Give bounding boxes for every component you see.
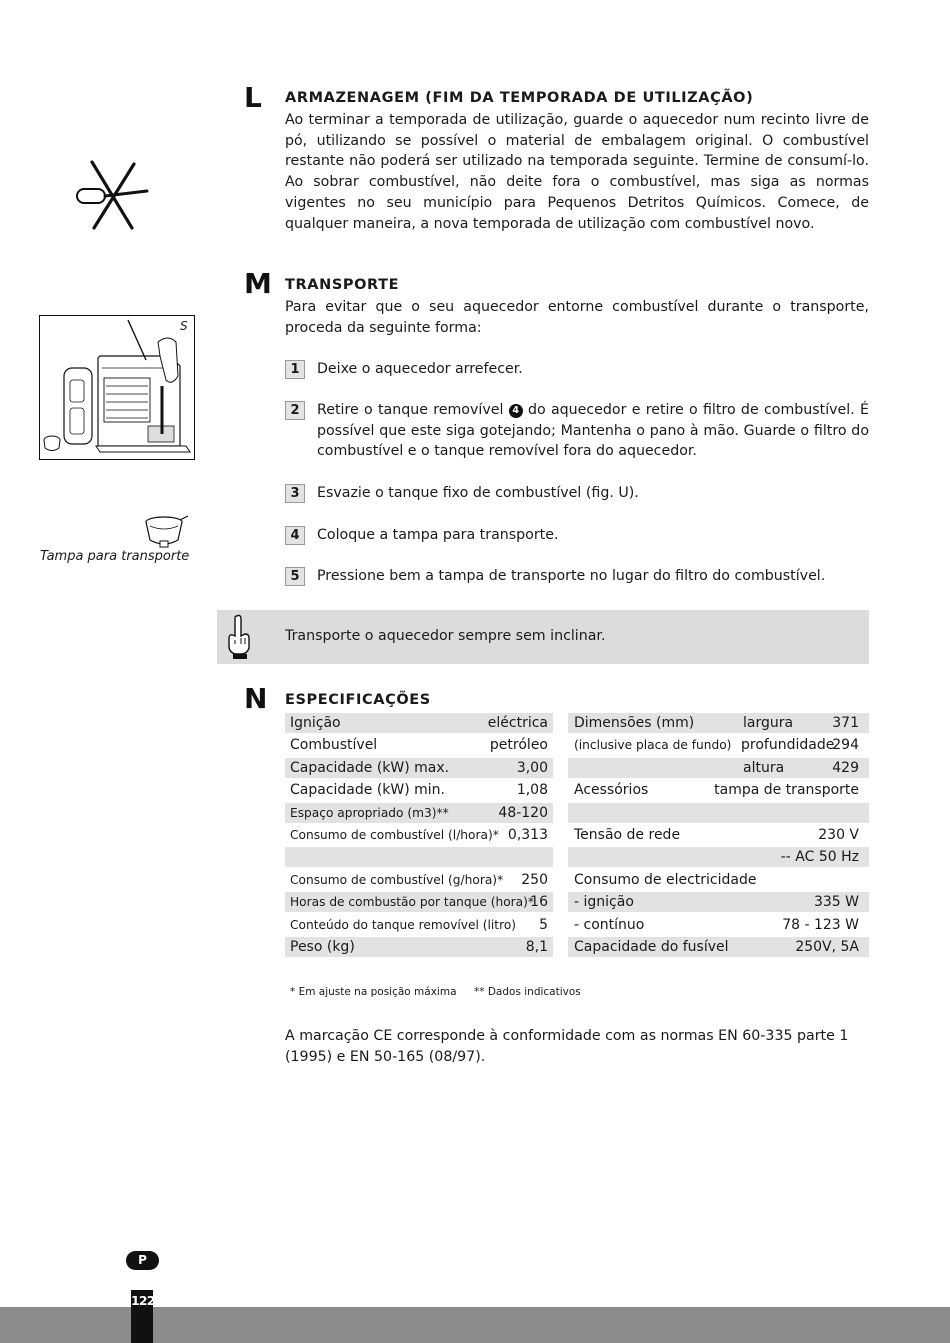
spec-value: 16 — [530, 894, 548, 911]
spec-value: 294 — [832, 737, 859, 754]
spec-value: tampa de transporte — [714, 782, 859, 799]
spec-row — [568, 713, 869, 733]
spec-row — [568, 758, 869, 778]
spec-label: - ignição — [574, 894, 634, 911]
heater-drawing — [40, 316, 193, 458]
spec-value: 250 — [521, 871, 548, 888]
spec-value: 335 W — [813, 894, 859, 911]
section-title-transport: TRANSPORTE — [285, 277, 400, 293]
spec-row — [568, 735, 869, 755]
step-number: 3 — [285, 484, 305, 503]
spec-label: Consumo de combustível (g/hora)* — [290, 872, 504, 887]
spec-sublabel: largura — [743, 715, 794, 731]
spec-label: Tensão de rede — [574, 827, 681, 843]
spec-value: 5 — [539, 916, 548, 933]
transport-intro: Para evitar que o seu aquecedor entorne combustível durante o transporte, proceda da seguinte forma: — [285, 299, 869, 336]
spec-row — [285, 915, 553, 935]
spec-label: (inclusive placa de fundo) — [574, 738, 732, 753]
step-number: 4 — [285, 526, 305, 545]
spec-row — [285, 735, 553, 755]
spec-label: Capacidade (kW) max. — [290, 759, 450, 776]
spec-value: eléctrica — [487, 715, 548, 731]
footnote-indicative: ** Dados indicativos — [474, 986, 581, 998]
spec-label: Combustível — [290, 737, 378, 754]
spec-row — [285, 892, 553, 912]
language-badge: P — [126, 1251, 159, 1270]
spec-row — [568, 780, 869, 800]
step-3 — [285, 483, 869, 504]
ce-conformity-text: A marcação CE corresponde à conformidade com as normas EN 60-335 parte 1 (1995) e EN 50-165 (08/97). — [285, 1028, 849, 1065]
spec-row — [568, 870, 869, 890]
cap-caption: Tampa para transporte — [40, 549, 190, 564]
pointing-hand-icon — [225, 614, 253, 660]
spec-row — [285, 847, 553, 867]
spec-value: petróleo — [489, 737, 548, 754]
spec-label: Dimensões (mm) — [574, 715, 695, 731]
step-1 — [285, 359, 869, 380]
spec-row — [285, 870, 553, 890]
spec-row — [568, 915, 869, 935]
spec-row — [285, 780, 553, 800]
spec-value: -- AC 50 Hz — [780, 849, 859, 866]
spec-label: Capacidade (kW) min. — [290, 782, 445, 799]
spec-row — [285, 758, 553, 778]
section-title-storage: ARMAZENAGEM (FIM DA TEMPORADA DE UTILIZAÇÃO) — [285, 90, 754, 106]
spec-row — [568, 825, 869, 845]
figure-label: S — [180, 319, 188, 333]
section-letter-l: L — [244, 81, 262, 114]
spec-value: 48-120 — [498, 804, 548, 821]
spec-value: 78 - 123 W — [782, 916, 859, 933]
spec-sublabel: profundidade — [741, 737, 835, 754]
spec-label: Conteúdo do tanque removível (litro) — [290, 917, 517, 932]
no-screwdriver-icon — [72, 160, 152, 232]
spec-row — [568, 892, 869, 912]
step-5 — [285, 566, 869, 587]
component-number-badge: 4 — [509, 404, 523, 418]
spec-value: 3,00 — [516, 759, 548, 776]
step-text: Coloque a tampa para transporte. — [317, 527, 559, 543]
spec-label: Capacidade do fusível — [574, 939, 729, 955]
step-text: Esvazie o tanque fixo de combustível (fig. U). — [317, 485, 639, 501]
step-text — [317, 400, 869, 462]
storage-paragraph: Ao terminar a temporada de utilização, guarde o aquecedor num recinto livre de pó, utilizando se possível o material de embalagem original. O combustível restante não poderá ser utilizado na temporada seguinte. Termine de consumí-lo. Ao sobrar combustível, não deite fora o combustível, mas siga as normas vigentes no seu município para Pequenos Detritos Químicos. Comece, de qualquer maneira, a nova temporada de utilização com combustível novo. — [285, 112, 869, 232]
spec-value: 250V, 5A — [795, 939, 859, 955]
step-2 — [285, 400, 869, 462]
spec-row — [285, 803, 553, 823]
step-number: 1 — [285, 360, 305, 379]
step-text: Pressione bem a tampa de transporte no lugar do filtro do combustível. — [317, 568, 826, 584]
spec-label: Consumo de combustível (l/hora)* — [290, 828, 499, 842]
page-number: 122 — [131, 1290, 153, 1343]
spec-value: 0,313 — [507, 827, 548, 843]
spec-row — [285, 713, 553, 733]
spec-value: 371 — [832, 715, 859, 731]
spec-value: 429 — [832, 759, 859, 776]
step-text-before: Retire o tanque removível — [317, 402, 509, 418]
spec-label: Peso (kg) — [290, 939, 355, 955]
spec-row — [568, 847, 869, 867]
spec-value: 1,08 — [516, 782, 548, 799]
spec-label: Ignição — [290, 715, 341, 731]
note-box — [217, 610, 869, 664]
transport-cap-icon — [142, 514, 190, 552]
step-number: 5 — [285, 567, 305, 586]
step-text: Deixe o aquecedor arrefecer. — [317, 361, 523, 377]
note-text: Transporte o aquecedor sempre sem inclinar. — [285, 628, 606, 644]
spec-sublabel: altura — [743, 759, 785, 776]
spec-row — [568, 937, 869, 957]
section-title-specs: ESPECIFICAÇÕES — [285, 692, 431, 708]
heater-figure — [39, 315, 195, 460]
spec-value: 230 V — [818, 827, 859, 843]
spec-row — [285, 825, 553, 845]
section-letter-m: M — [244, 267, 272, 300]
spec-label: - contínuo — [574, 916, 645, 933]
step-number: 2 — [285, 401, 305, 420]
spec-value: 8,1 — [525, 939, 548, 955]
section-letter-n: N — [244, 682, 268, 715]
step-4 — [285, 525, 869, 546]
spec-label: Consumo de electricidade — [574, 871, 757, 888]
spec-label: Horas de combustão por tanque (hora)* — [290, 895, 534, 910]
spec-row — [285, 937, 553, 957]
step-text-after: do aquecedor e retire o filtro de combustível. É possível que este siga gotejando; Mantenha o pano à mão. Guarde o filtro do combustível e o tanque removível fora do aquecedor. — [317, 402, 869, 460]
spec-label: Espaço apropriado (m3)** — [290, 805, 449, 820]
spec-label: Acessórios — [574, 782, 649, 799]
footnote-max-setting: * Em ajuste na posição máxima — [290, 986, 457, 998]
spec-row — [568, 803, 869, 823]
